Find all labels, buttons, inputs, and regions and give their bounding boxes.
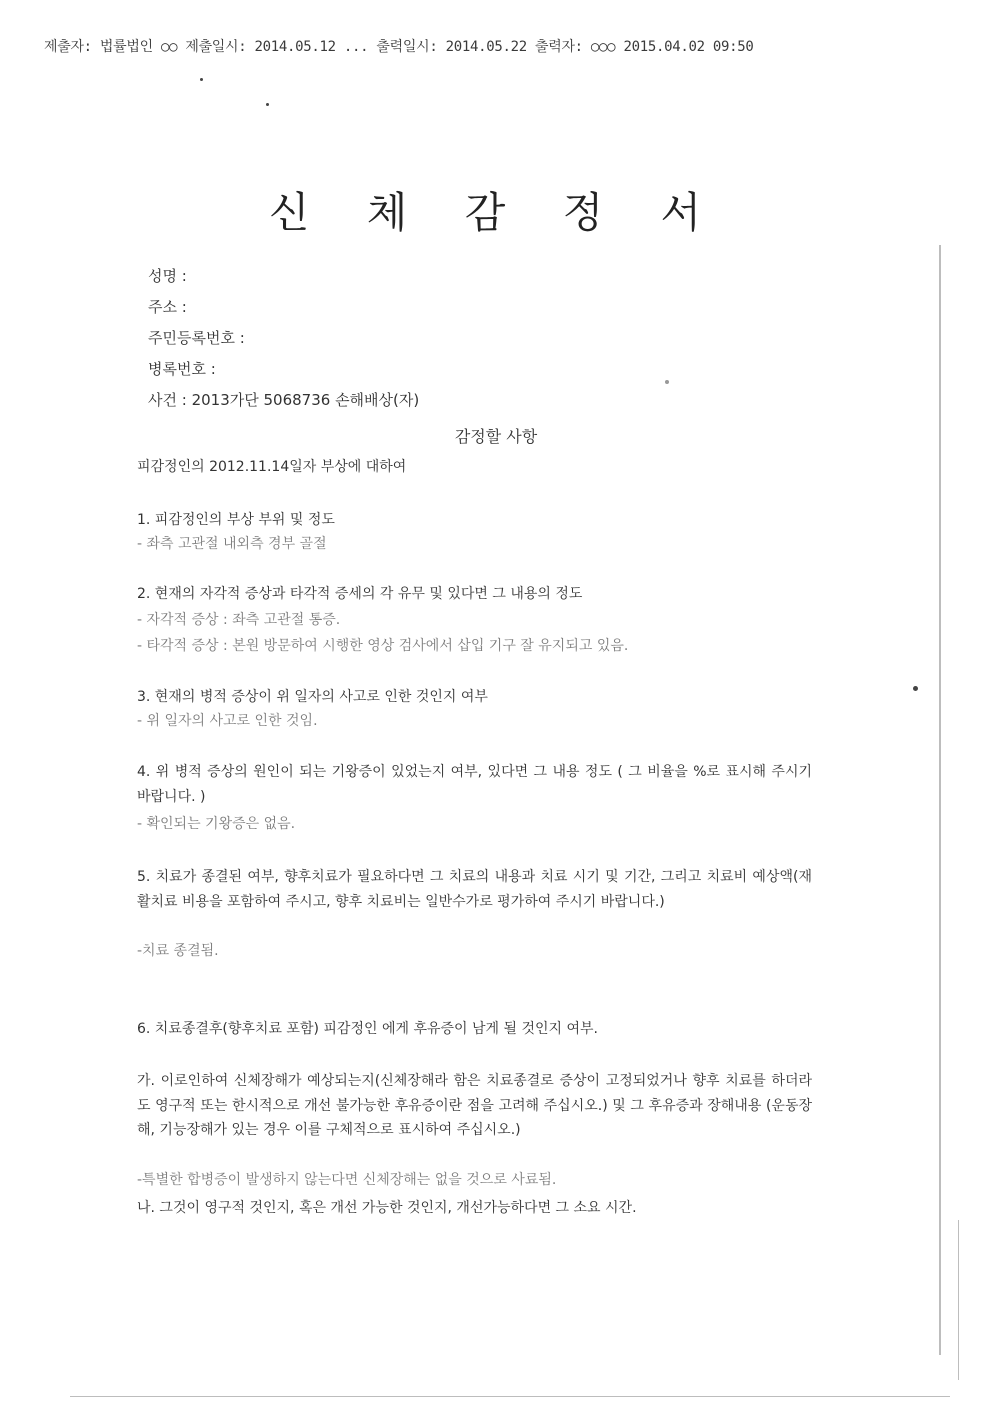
- answer-5: -치료 종결됨.: [137, 943, 219, 959]
- fax-header-line: 제출자: 법률법인 ○○ 제출일시: 2014.05.12 ... 출력일시: 2014.05.22 출력자: ○○○ 2015.04.02 09:50: [44, 39, 754, 55]
- field-address: 주소 :: [148, 298, 187, 316]
- field-list: [148, 262, 419, 417]
- field-case: 사건 : 2013가단 5068736 손해배상(자): [148, 391, 420, 409]
- answer-3: - 위 일자의 사고로 인한 것임.: [137, 713, 318, 729]
- field-record-number: 병록번호 :: [148, 360, 216, 378]
- answer-2-subjective: - 자각적 증상 : 좌측 고관절 통증.: [137, 612, 341, 628]
- question-6a: 가. 이로인하여 신체장해가 예상되는지(신체장해라 함은 치료종결로 증상이 고정되었거나 향후 치료를 하더라도 영구적 또는 한시적으로 개선 불가능한 후유증이란 점을 고려해 주십시오.) 및 그 후유증과 장해내용 (운동장해, 기능장해가 있는 경우 이를 구체적으로 표시하여 주십시오.): [137, 1073, 812, 1138]
- field-name: 성명 :: [148, 267, 187, 285]
- scan-speck: [665, 380, 669, 384]
- answer-1: - 좌측 고관절 내외측 경부 골절: [137, 536, 327, 552]
- scan-speck: [913, 686, 918, 691]
- intro-text: 피감정인의 2012.11.14일자 부상에 대하여: [137, 459, 407, 475]
- scan-speck: [266, 103, 269, 106]
- question-6b: 나. 그것이 영구적 것인지, 혹은 개선 가능한 것인지, 개선가능하다면 그 소요 시간.: [137, 1200, 637, 1216]
- question-1: 1. 피감정인의 부상 부위 및 정도: [137, 512, 335, 528]
- scan-edge-line: [939, 245, 941, 1355]
- field-resident-number: 주민등록번호 :: [148, 329, 245, 347]
- answer-6a: -특별한 합병증이 발생하지 않는다면 신체장해는 없을 것으로 사료됨.: [137, 1172, 557, 1188]
- question-3: 3. 현재의 병적 증상이 위 일자의 사고로 인한 것인지 여부: [137, 689, 488, 705]
- scan-edge-line-outer: [958, 1220, 959, 1380]
- question-5: 5. 치료가 종결된 여부, 향후치료가 필요하다면 그 치료의 내용과 치료 시기 및 기간, 그리고 치료비 예상액(재활치료 비용을 포함하여 주시고, 향후 치료비는 일반수가로 평가하여 주시기 바랍니다.): [137, 869, 812, 910]
- question-6: 6. 치료종결후(향후치료 포함) 피감정인 에게 후유증이 남게 될 것인지 여부.: [137, 1021, 598, 1037]
- section-title: 감정할 사항: [454, 427, 538, 446]
- scan-bottom-line: [70, 1396, 950, 1397]
- answer-4: - 확인되는 기왕증은 없음.: [137, 816, 296, 832]
- answer-2-objective: - 타각적 증상 : 본원 방문하여 시행한 영상 검사에서 삽입 기구 잘 유지되고 있음.: [137, 638, 629, 654]
- document-title: 신 체 감 정 서: [268, 188, 724, 237]
- question-2: 2. 현재의 자각적 증상과 타각적 증세의 각 유무 및 있다면 그 내용의 정도: [137, 586, 583, 602]
- scan-speck: [200, 78, 203, 81]
- question-4: 4. 위 병적 증상의 원인이 되는 기왕증이 있었는지 여부, 있다면 그 내용 정도 ( 그 비율을 %로 표시해 주시기 바랍니다. ): [137, 764, 812, 805]
